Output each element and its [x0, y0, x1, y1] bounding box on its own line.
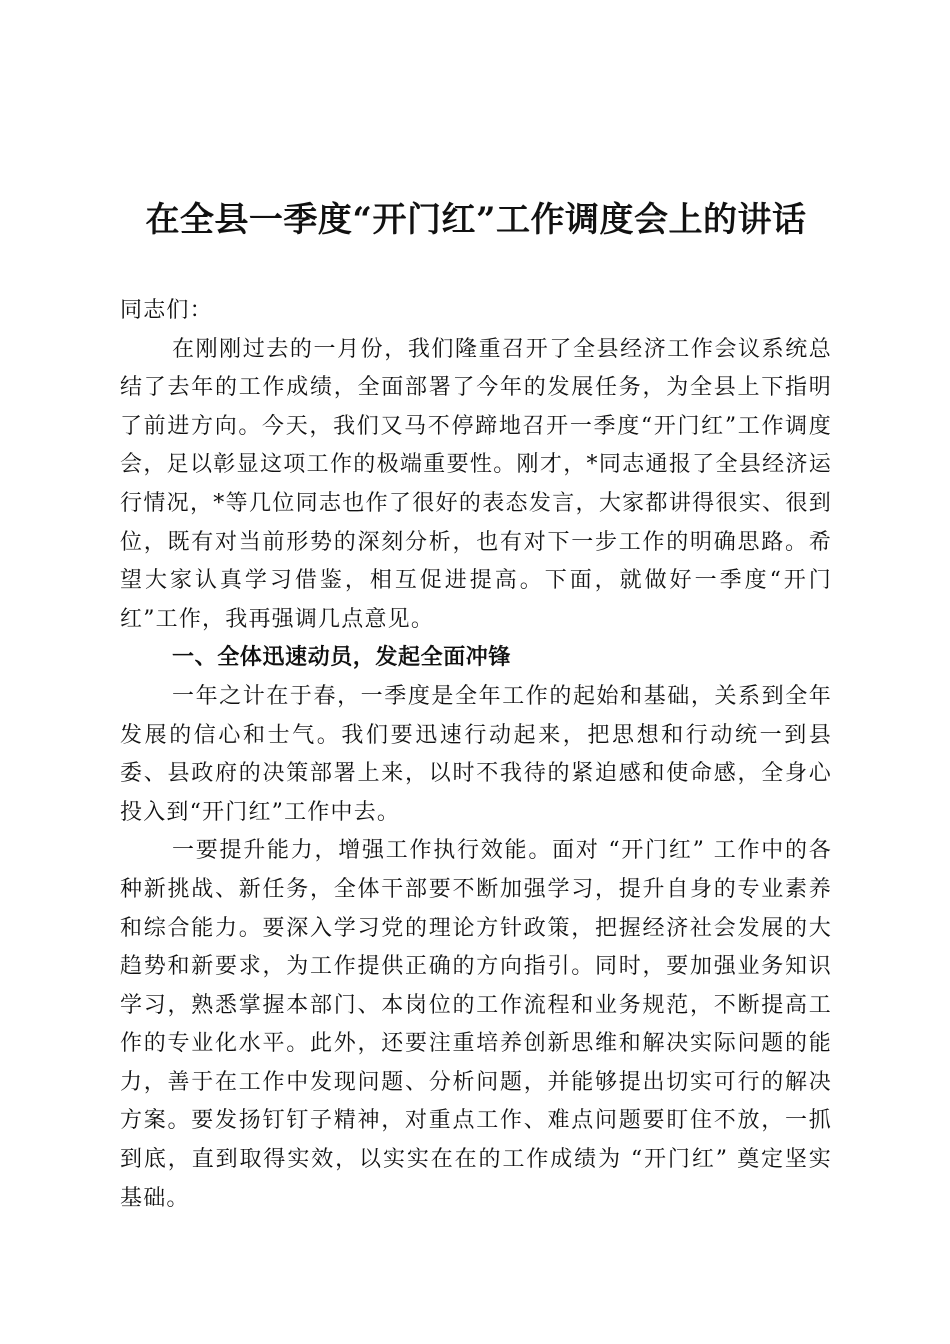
paragraph-section-1: 一年之计在于春，一季度是全年工作的起始和基础，关系到全年发展的信心和士气。我们要迅速行动起来，把思想和行动统一到县委、县政府的决策部署上来，以时不我待的紧迫感和使命感，全身心投入到“开门红”工作中去。: [120, 683, 832, 825]
document-body: [120, 292, 832, 1218]
document-page: [120, 0, 832, 1344]
paragraph-section-1-point-1: 一要提升能力，增强工作执行效能。面对 “开门红” 工作中的各种新挑战、新任务，全体干部要不断加强学习，提升自身的专业素养和综合能力。要深入学习党的理论方针政策，把握经济社会发展的大趋势和新要求，为工作提供正确的方向指引。同时，要加强业务知识学习，熟悉掌握本部门、本岗位的工作流程和业务规范，不断提高工作的专业化水平。此外，还要注重培养创新思维和解决实际问题的能力，善于在工作中发现问题、分析问题，并能够提出切实可行的解决方案。要发扬钉钉子精神，对重点工作、难点问题要盯住不放，一抓到底，直到取得实效，以实实在在的工作成绩为 “开门红” 奠定坚实基础。: [120, 838, 832, 1211]
document-title: 在全县一季度“开门红”工作调度会上的讲话: [145, 200, 807, 240]
salutation: 同志们：: [120, 298, 213, 323]
section-heading-1: 一、全体迅速动员，发起全面冲锋: [172, 645, 512, 671]
paragraph-intro: 在刚刚过去的一月份，我们隆重召开了全县经济工作会议系统总结了去年的工作成绩，全面部署了今年的发展任务，为全县上下指明了前进方向。今天，我们又马不停蹄地召开一季度“开门红”工作调度会，足以彰显这项工作的极端重要性。刚才，*同志通报了全县经济运行情况，*等几位同志也作了很好的表态发言，大家都讲得很实、很到位，既有对当前形势的深刻分析，也有对下一步工作的明确思路。希望大家认真学习借鉴，相互促进提高。下面，就做好一季度“开门红”工作，我再强调几点意见。: [120, 336, 832, 632]
